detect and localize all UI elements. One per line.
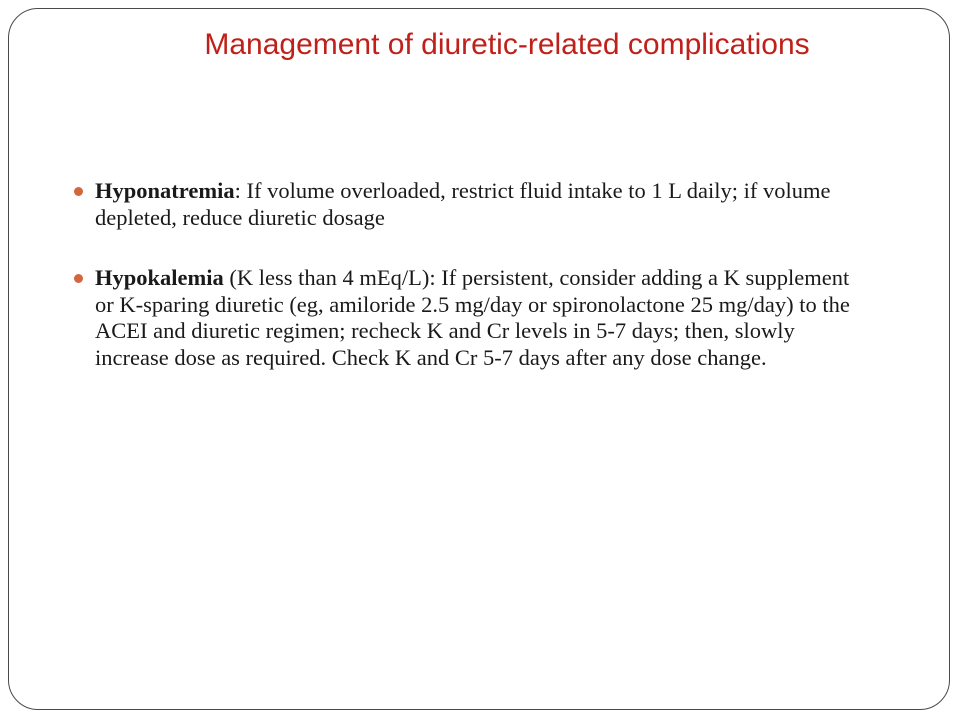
bullet-dot-icon [74,187,83,196]
bullet-item-hypokalemia [74,265,864,371]
slide-title: Management of diuretic-related complications [204,28,810,61]
bullet-term: Hypokalemia [95,265,224,290]
bullet-text: : If volume overloaded, restrict fluid intake to 1 L daily; if volume depleted, reduce diuretic dosage [95,178,831,230]
bullet-dot-icon [74,274,83,283]
bullet-list [74,178,864,405]
bullet-item-hyponatremia [74,178,864,231]
bullet-term: Hyponatremia [95,178,235,203]
bullet-text: (K less than 4 mEq/L): If persistent, consider adding a K supplement or K-sparing diuretic (eg, amiloride 2.5 mg/day or spironolactone 25 mg/day) to the ACEI and diuretic regimen; recheck K and Cr levels in 5-7 days; then, slowly increase dose as required. Check K and Cr 5-7 days after any dose change. [95,265,850,370]
